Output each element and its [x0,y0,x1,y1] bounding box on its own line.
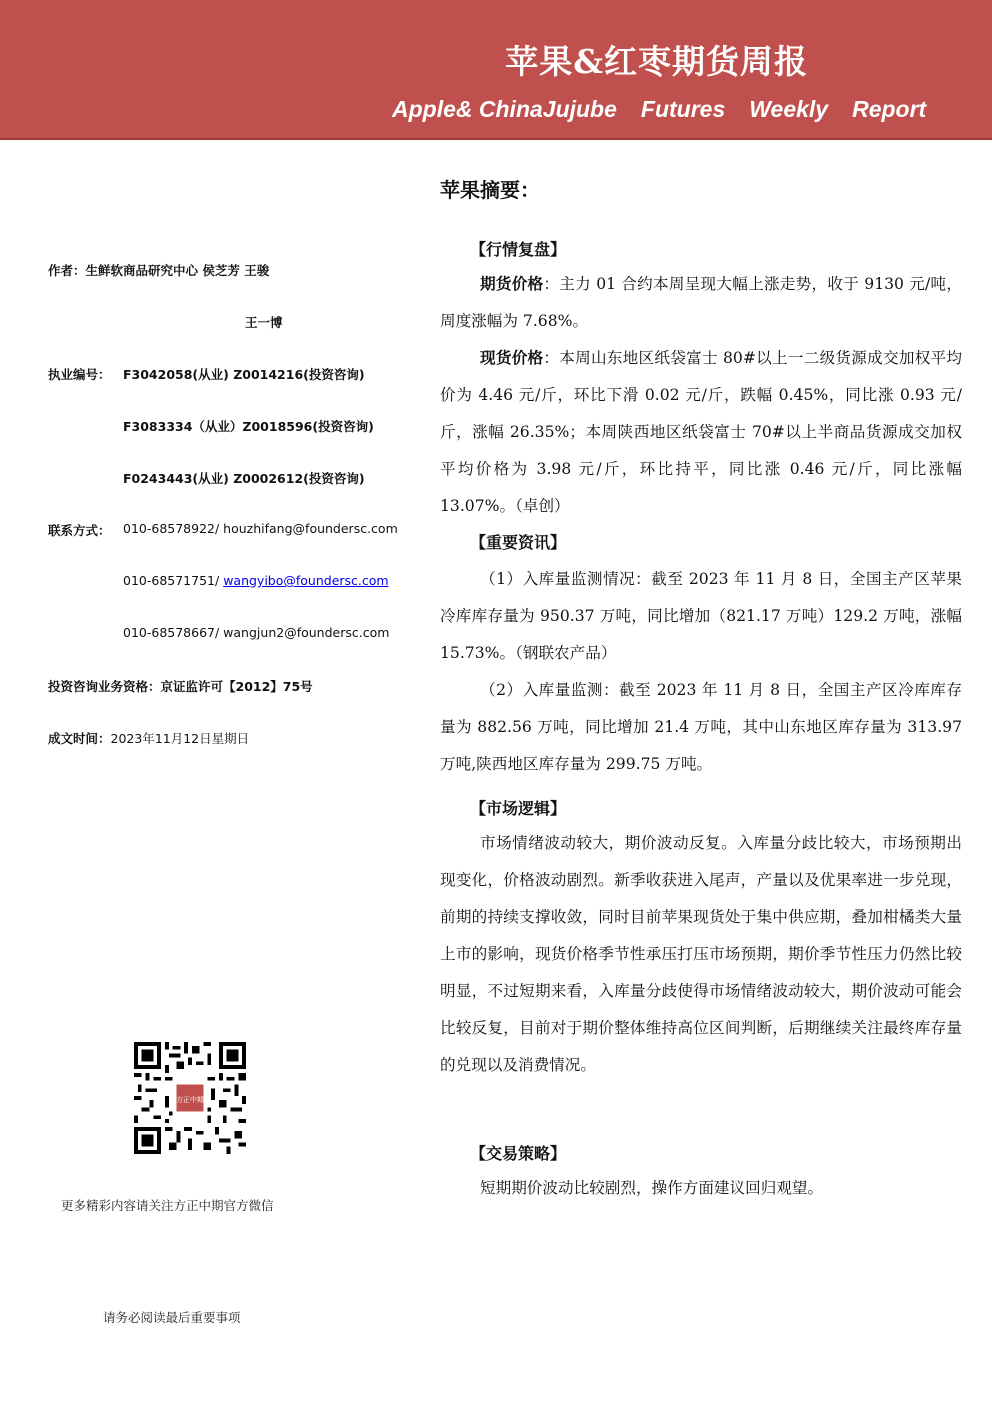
news-item-1: （1）入库量监测情况：截至 2023 年 11 月 8 日，全国主产区苹果冷库库存量为 950.37 万吨，同比增加（821.17 万吨）129.2 万吨，涨幅 15.73%。（钢联农产品） [440,570,962,662]
section-market-review: 【行情复盘】 [470,240,567,259]
report-title-en [392,96,926,123]
date-value: 2023年11月12日星期日 [110,731,250,746]
title-en-word: Weekly [749,96,829,122]
spot-price-label: 现货价格 [480,348,544,367]
section-trading-strategy: 【交易策略】 [470,1144,567,1163]
contact-line-2 [123,573,389,588]
section-market-logic: 【市场逻辑】 [470,799,567,818]
qualification-line: 投资咨询业务资格：京证监许可【2012】75号 [48,679,313,694]
trading-strategy-paragraph: 短期期价波动比较剧烈，操作方面建议回归观望。 [480,1179,824,1197]
license-number-2: F3083334（从业）Z0018596(投资咨询) [123,419,374,434]
title-en-word: Futures [640,96,726,122]
section-news: 【重要资讯】 [470,533,567,552]
email-link-wangyibo[interactable]: wangyibo@foundersc.com [223,573,389,588]
futures-price-text: ：主力 01 合约本周呈现大幅上涨走势，收于 9130 元/吨，周度涨幅为 7.68%。 [440,275,962,330]
wechat-qr-code[interactable] [134,1042,246,1154]
author-line [48,261,269,279]
license-number-1: F3042058(从业) Z0014216(投资咨询) [123,367,365,382]
report-title-cn: 苹果&红枣期货周报 [505,42,808,81]
date-label: 成文时间： [48,731,111,746]
contact-line-1: 010-68578922/ houzhifang@foundersc.com [123,521,398,536]
qr-caption: 更多精彩内容请关注方正中期官方微信 [61,1198,274,1213]
summary-title: 苹果摘要： [440,178,540,202]
spot-price-paragraph [440,339,962,525]
qr-logo-text: 方正中期 [176,1096,204,1105]
title-en-word: Report [852,96,927,122]
contact-label: 联系方式： [48,523,111,538]
header-divider [0,138,992,140]
futures-price-paragraph [440,265,962,340]
contact-line-3: 010-68578667/ wangjun2@foundersc.com [123,625,390,640]
contact-phone-2: 010-68571751/ [123,573,224,588]
license-number-3: F0243443(从业) Z0002612(投资咨询) [123,471,365,486]
title-en-word: Apple& ChinaJujube [392,96,617,122]
news-item-2: （2）入库量监测：截至 2023 年 11 月 8 日，全国主产区冷库库存量为 882.56 万吨，同比增加 21.4 万吨，其中山东地区库存量为 313.97 万吨,陕西地区库存量为 299.75 万吨。 [440,681,962,773]
author-label: 作者： [48,263,86,278]
disclaimer-note: 请务必阅读最后重要事项 [103,1310,241,1325]
author-names: 生鲜软商品研究中心 侯芝芳 王骏 [85,263,270,278]
futures-price-label: 期货价格 [480,274,544,293]
spot-price-text: ：本周山东地区纸袋富士 80#以上一二级货源成交加权平均价为 4.46 元/斤，环比下滑 0.02 元/斤，跌幅 0.45%，同比涨 0.93 元/斤，涨幅 26.35%；本周陕西地区纸袋富士 70#以上半商品货源成交加权平均价格为 3.98 元/斤，环比持平，同比涨 0.46 元/斤，同比涨幅 13.07%。（卓创） [440,349,962,515]
license-label: 执业编号： [48,367,111,382]
market-logic-paragraph: 市场情绪波动较大，期价波动反复。入库量分歧比较大，市场预期出现变化，价格波动剧烈。新季收获进入尾声，产量以及优果率进一步兑现，前期的持续支撑收敛，同时目前苹果现货处于集中供应期，叠加柑橘类大量上市的影响，现货价格季节性承压打压市场预期，期价季节性压力仍然比较明显，不过短期来看，入库量分歧使得市场情绪波动较大，期价波动可能会比较反复，目前对于期价整体维持高位区间判断，后期继续关注最终库存量的兑现以及消费情况。 [440,834,962,1074]
author-line-2: 王一博 [245,315,283,330]
date-line [48,729,249,747]
